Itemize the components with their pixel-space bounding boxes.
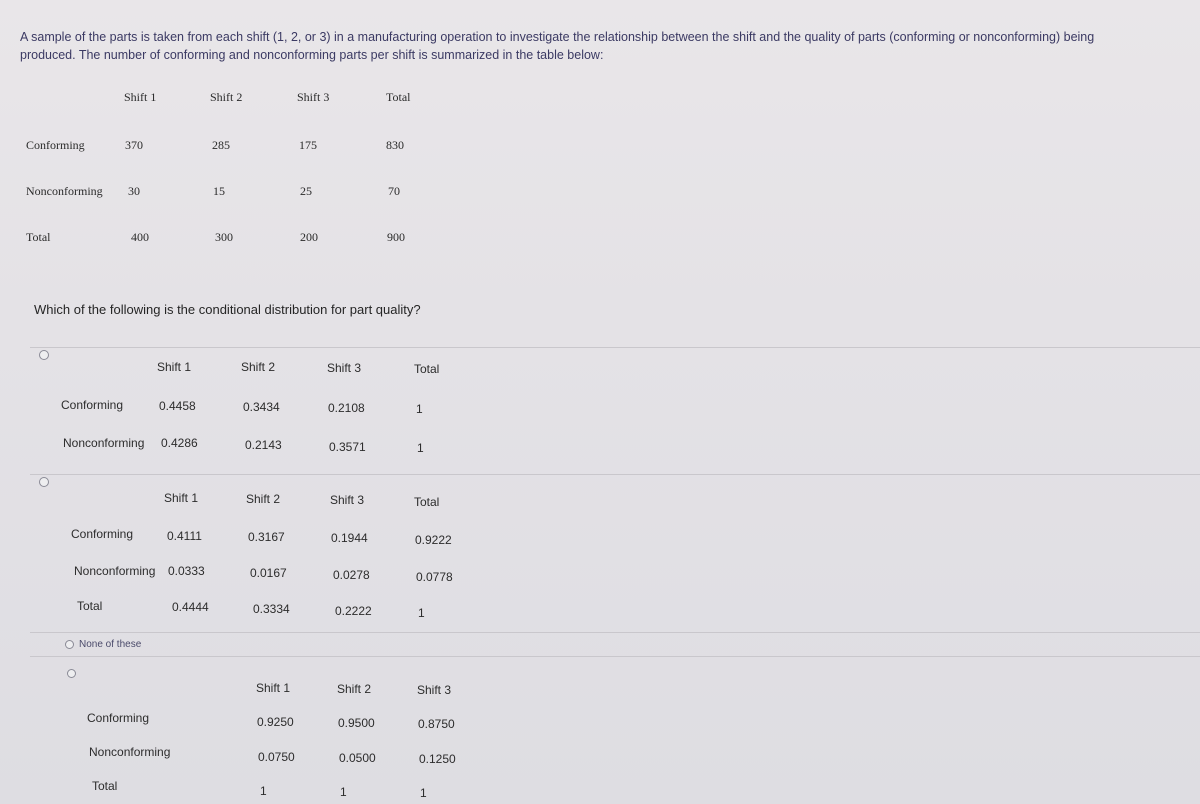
divider [30, 632, 1200, 633]
cell: 0.1250 [419, 752, 456, 766]
cell: 1 [260, 784, 267, 798]
cell: 0.2143 [245, 438, 282, 452]
row-label-nonconforming: Nonconforming [89, 745, 171, 759]
cell: 0.4111 [167, 529, 202, 543]
row-label-nonconforming: Nonconforming [74, 564, 156, 578]
header-total: Total [414, 362, 440, 376]
cell: 15 [213, 184, 225, 198]
row-label-nonconforming: Nonconforming [63, 436, 145, 450]
header-shift-1: Shift 1 [124, 90, 157, 104]
cell: 200 [300, 230, 318, 244]
header-shift-3: Shift 3 [327, 361, 362, 375]
header-shift-3: Shift 3 [297, 90, 330, 104]
header-shift-1: Shift 1 [256, 681, 291, 695]
cell: 0.3571 [329, 440, 366, 454]
cell: 1 [416, 402, 423, 416]
row-label-conforming: Conforming [87, 711, 150, 725]
cell: 370 [125, 138, 143, 152]
header-total: Total [386, 90, 411, 104]
cell: 900 [387, 230, 405, 244]
problem-intro-line-2: produced. The number of conforming and nonconforming parts per shift is summarized in the table below: [20, 48, 604, 62]
cell: 0.4444 [172, 600, 209, 614]
option-c-radio[interactable] [65, 640, 74, 649]
question-text: Which of the following is the conditional distribution for part quality? [34, 302, 421, 317]
cell: 1 [340, 785, 347, 799]
cell: 0.8750 [418, 717, 455, 731]
divider [30, 474, 1200, 475]
cell: 830 [386, 138, 404, 152]
cell: 0.3167 [248, 530, 285, 544]
cell: 0.0278 [333, 568, 370, 582]
cell: 25 [300, 184, 312, 198]
cell: 0.9222 [415, 533, 452, 547]
cell: 0.3434 [243, 400, 280, 414]
cell: 0.2108 [328, 401, 365, 415]
cell: 0.9250 [257, 715, 294, 729]
cell: 0.0778 [416, 570, 453, 584]
header-shift-3: Shift 3 [417, 683, 452, 697]
cell: 400 [131, 230, 149, 244]
row-label-conforming: Conforming [71, 527, 134, 541]
header-shift-1: Shift 1 [164, 491, 199, 505]
row-label-conforming: Conforming [26, 138, 85, 152]
row-label-total: Total [26, 230, 51, 244]
option-c-label: None of these [79, 639, 142, 650]
cell: 0.0500 [339, 751, 376, 765]
header-shift-2: Shift 2 [337, 682, 372, 696]
cell: 0.4286 [161, 436, 198, 450]
cell: 0.3334 [253, 602, 290, 616]
header-total: Total [414, 495, 440, 509]
option-a-radio[interactable] [39, 350, 49, 360]
cell: 0.0333 [168, 564, 205, 578]
divider [30, 656, 1200, 657]
cell: 1 [420, 786, 427, 800]
cell: 0.0167 [250, 566, 287, 580]
cell: 300 [215, 230, 233, 244]
cell: 1 [418, 606, 425, 620]
header-shift-2: Shift 2 [241, 360, 276, 374]
cell: 285 [212, 138, 230, 152]
cell: 175 [299, 138, 317, 152]
cell: 0.0750 [258, 750, 295, 764]
row-label-total: Total [77, 599, 103, 613]
divider [30, 347, 1200, 348]
row-label-conforming: Conforming [61, 398, 124, 412]
cell: 30 [128, 184, 140, 198]
cell: 70 [388, 184, 400, 198]
header-shift-3: Shift 3 [330, 493, 365, 507]
row-label-nonconforming: Nonconforming [26, 184, 103, 198]
cell: 0.4458 [159, 399, 196, 413]
option-b-radio[interactable] [39, 477, 49, 487]
problem-intro-line-1: A sample of the parts is taken from each shift (1, 2, or 3) in a manufacturing operation to investigate the relationship between the shift and the quality of parts (conforming or nonconforming) being [20, 30, 1095, 44]
option-d-radio[interactable] [67, 669, 76, 678]
cell: 0.1944 [331, 531, 368, 545]
header-shift-2: Shift 2 [210, 90, 243, 104]
cell: 0.9500 [338, 716, 375, 730]
header-shift-1: Shift 1 [157, 360, 192, 374]
row-label-total: Total [92, 779, 118, 793]
cell: 1 [417, 441, 424, 455]
header-shift-2: Shift 2 [246, 492, 281, 506]
cell: 0.2222 [335, 604, 372, 618]
